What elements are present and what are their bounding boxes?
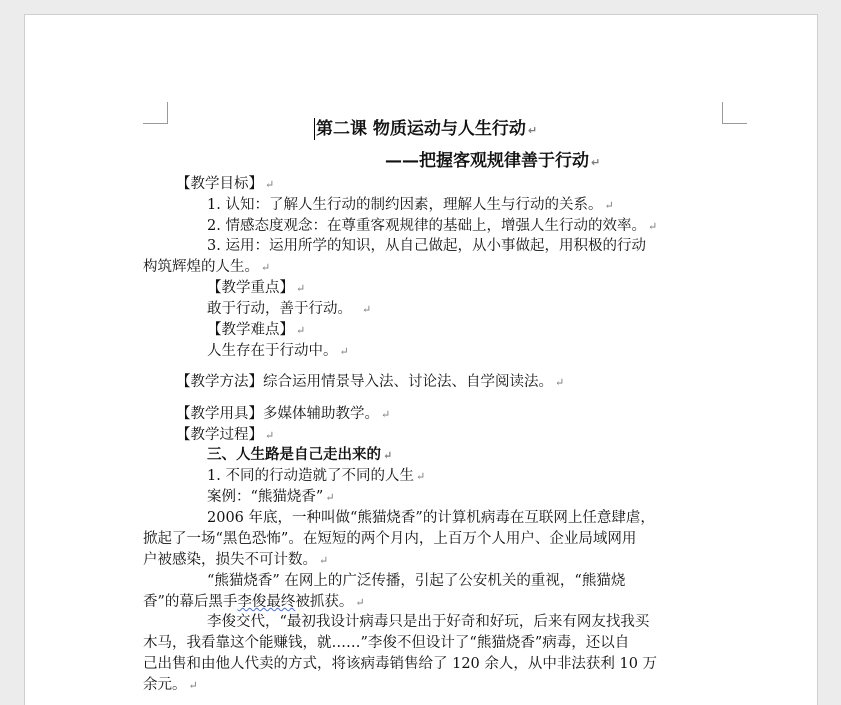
case-paragraph-3-line-4[interactable]: 余元。 ↵: [143, 677, 198, 693]
section-methods[interactable]: 【教学方法】综合运用情景导入法、讨论法、自学阅读法。 ↵: [176, 374, 565, 390]
section-difficulties[interactable]: 【教学难点】 ↵: [207, 322, 306, 338]
case-paragraph-3-line-1[interactable]: 李俊交代，“最初我设计病毒只是出于好奇和好玩，后来有网友找我买: [207, 614, 650, 630]
goal-item-1[interactable]: 1. 认知：了解人生行动的制约因素，理解人生与行动的关系。 ↵: [207, 197, 614, 213]
section-process[interactable]: 【教学过程】 ↵: [176, 427, 275, 443]
crop-mark-top-left: [143, 102, 168, 124]
case-title[interactable]: 案例：“熊猫烧香” ↵: [207, 489, 335, 505]
key-points-text[interactable]: 敢于行动，善于行动。 ↵: [207, 301, 372, 317]
case-paragraph-1-line-3[interactable]: 户被感染，损失不可计数。 ↵: [143, 552, 329, 568]
heading-life-path[interactable]: 三、人生路是自己走出来的 ↵: [207, 446, 393, 463]
section-tools[interactable]: 【教学用具】多媒体辅助教学。 ↵: [176, 406, 391, 422]
goal-item-3-cont[interactable]: 构筑辉煌的人生。 ↵: [143, 259, 271, 275]
case-paragraph-3-line-2[interactable]: 木马，我看靠这个能赚钱，就……”李俊不但设计了“熊猫烧香”病毒，还以自: [143, 635, 630, 651]
section-key-points[interactable]: 【教学重点】 ↵: [207, 280, 306, 296]
crop-mark-top-right: [722, 102, 747, 124]
case-paragraph-2-line-2[interactable]: 香”的幕后黑手李俊最终被抓获。 ↵: [143, 594, 365, 610]
text-cursor: [314, 118, 315, 140]
document-subtitle[interactable]: ——把握客观规律善于行动 ↵: [385, 151, 601, 171]
section-teaching-goals[interactable]: 【教学目标】 ↵: [176, 176, 275, 192]
document-title[interactable]: 第二课 物质运动与人生行动 ↵: [316, 119, 538, 139]
subheading-different-actions[interactable]: 1. 不同的行动造就了不同的人生 ↵: [207, 468, 426, 484]
case-paragraph-2-line-1[interactable]: “熊猫烧香” 在网上的广泛传播，引起了公安机关的重视，“熊猫烧: [207, 573, 626, 589]
spelling-flagged-text[interactable]: 李俊最终: [237, 594, 296, 610]
case-paragraph-1-line-2[interactable]: 掀起了一场“黑色恐怖”。在短短的两个月内，上百万个人用户、企业局域网用: [143, 531, 637, 547]
goal-item-2[interactable]: 2. 情感态度观念：在尊重客观规律的基础上，增强人生行动的效率。 ↵: [207, 218, 658, 234]
difficulties-text[interactable]: 人生存在于行动中。 ↵: [207, 343, 349, 359]
case-paragraph-1-line-1[interactable]: 2006 年底，一种叫做“熊猫烧香”的计算机病毒在互联网上任意肆虐，: [207, 510, 655, 526]
goal-item-3[interactable]: 3. 运用：运用所学的知识，从自己做起，从小事做起，用积极的行动: [207, 238, 646, 254]
case-paragraph-3-line-3[interactable]: 己出售和由他人代卖的方式，将该病毒销售给了 120 余人，从中非法获利 10 万: [143, 656, 658, 672]
